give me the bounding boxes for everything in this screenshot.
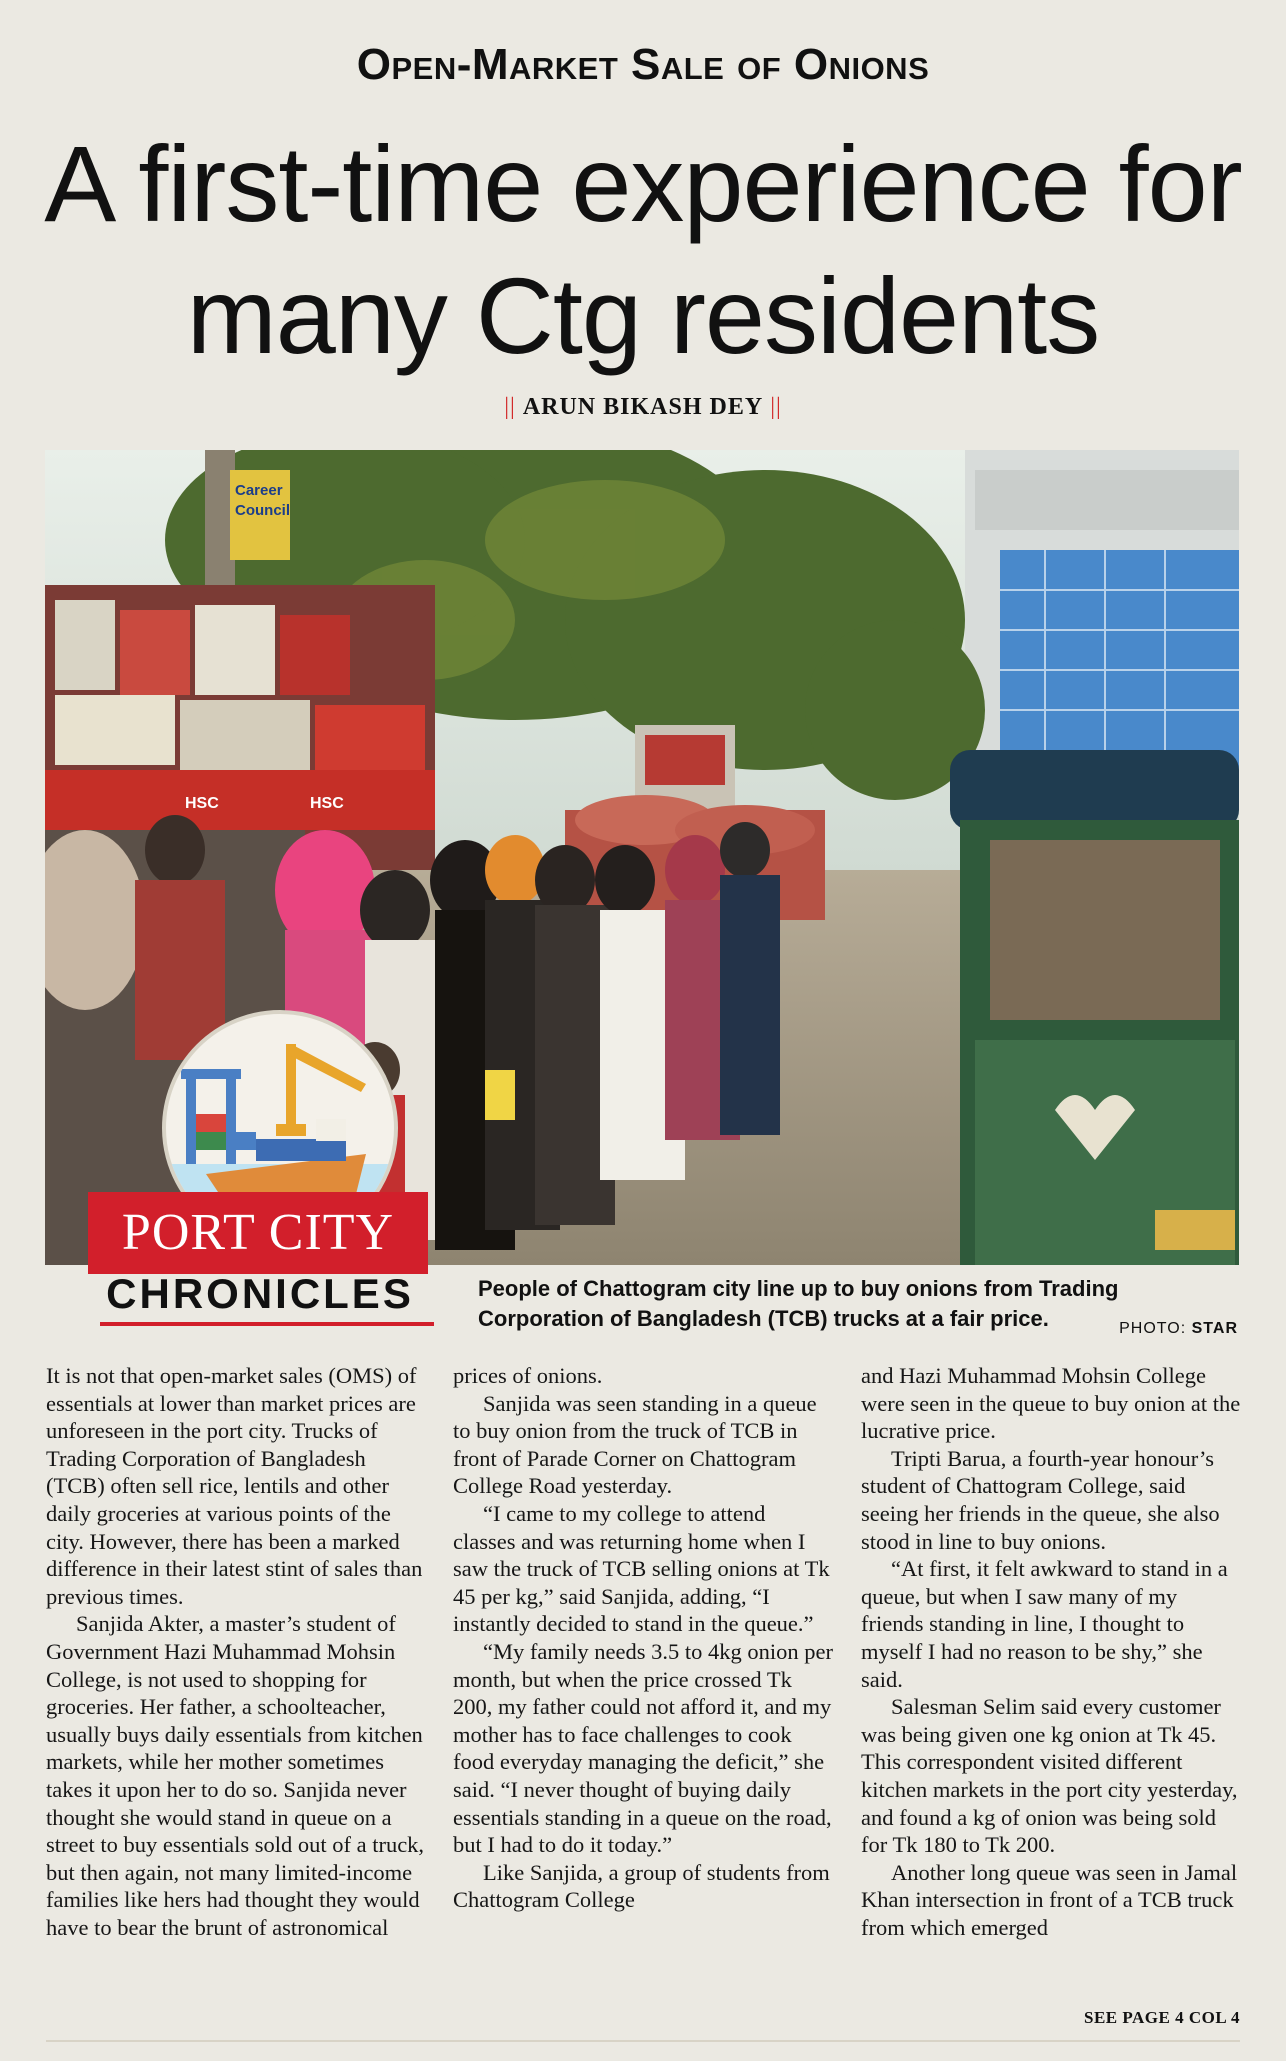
column-1-paragraph-1: It is not that open-market sales (OMS) of essentials at lower than market prices are unforeseen in the port city. Trucks of Trading Corporation of Bangladesh (TCB) often sell rice, lentils and other daily groceries at various points of the city. However, there has been a marked difference in their latest stint of sales than previous times. xyxy=(46,1363,423,1609)
column-2-paragraph-2: Sanjida was seen standing in a queue to buy onion from the truck of TCB in front of Parade Corner on Chattogram College Road yesterday. xyxy=(453,1390,817,1499)
building-glass xyxy=(1000,550,1239,780)
bottom-rule xyxy=(46,2040,1240,2042)
article-column-1 xyxy=(46,1362,426,1941)
hsc-poster-text-2: HSC xyxy=(310,795,344,812)
article-column-3 xyxy=(861,1362,1241,1941)
column-3-paragraph-4: Salesman Selim said every customer was being given one kg onion at Tk 45. This correspondent visited different kitchen markets in the port city yesterday, and found a kg of onion was being sold for Tk 180 to Tk 200. xyxy=(861,1694,1238,1858)
byline-divider-left: || xyxy=(504,394,523,420)
hsc-poster-text: HSC xyxy=(185,795,219,812)
column-3-paragraph-1: and Hazi Muhammad Mohsin College were seen in the queue to buy onion at the lucrative price. xyxy=(861,1363,1241,1444)
column-3-paragraph-2: Tripti Barua, a fourth-year honour’s student of Chattogram College, said seeing her friends in the queue, she also stood in line to buy onions. xyxy=(861,1445,1220,1554)
article-column-2 xyxy=(453,1362,833,1914)
headline xyxy=(40,118,1246,382)
column-2-paragraph-5: Like Sanjida, a group of students from Chattogram College xyxy=(453,1859,830,1913)
caption-text: People of Chattogram city line up to buy onions from Trading Corporation of Bangladesh (TCB) trucks at a fair price. xyxy=(478,1276,1119,1331)
column-2-paragraph-4: “My family needs 3.5 to 4kg onion per month, but when the price crossed Tk 200, my father could not afford it, and my mother has to face challenges to cook food everyday managing the deficit,” she said. “I never thought of buying daily essentials standing in a queue on the road, but I had to do it today.” xyxy=(453,1638,833,1858)
byline-divider-right: || xyxy=(763,394,782,420)
column-2-paragraph-1: prices of onions. xyxy=(453,1363,603,1388)
photo-credit xyxy=(1119,1314,1238,1344)
council-sign-text: Council xyxy=(235,502,290,519)
yellow-bag xyxy=(485,1070,515,1120)
series-badge-bottom: CHRONICLES xyxy=(106,1270,414,1317)
column-3-paragraph-5: Another long queue was seen in Jamal Khan intersection in front of a TCB truck from which emerged xyxy=(861,1859,1238,1940)
career-sign-text: Career xyxy=(235,482,283,499)
photo-credit-label: PHOTO: xyxy=(1119,1320,1187,1337)
column-2-paragraph-3: “I came to my college to attend classes and was returning home when I saw the truck of TCB selling onions at Tk 45 per kg,” said Sanjida, adding, “I instantly decided to stand in the queue.” xyxy=(453,1500,830,1637)
byline xyxy=(0,394,1286,421)
continuation-note: SEE PAGE 4 COL 4 xyxy=(1084,2008,1240,2027)
section-kicker: Open-Market Sale of Onions xyxy=(356,40,930,89)
series-badge-top: PORT CITY xyxy=(88,1192,428,1274)
headline-line-1: A first-time experience for xyxy=(44,123,1242,244)
auto-rickshaw xyxy=(950,750,1239,1265)
column-3-paragraph-3: “At first, it felt awkward to stand in a queue, but when I saw many of my friends standing in line, I thought to myself I had no reason to be shy,” she said. xyxy=(861,1556,1228,1692)
column-1-paragraph-2: Sanjida Akter, a master’s student of Government Hazi Muhammad Mohsin College, is not used to shopping for groceries. Her father, a schoolteacher, usually buys daily essentials from kitchen markets, while her mother sometimes takes it upon her to do so. Sanjida never thought she would stand in queue on a street to buy essentials sold out of a truck, but then again, not many limited-income families like hers had thought they would have to bear the brunt of astronomical xyxy=(46,1611,425,1940)
photo-caption xyxy=(478,1274,1238,1344)
headline-line-2: many Ctg residents xyxy=(186,255,1100,376)
badge-underline xyxy=(100,1322,434,1326)
photo-credit-name: STAR xyxy=(1191,1320,1238,1337)
byline-name: ARUN BIKASH DEY xyxy=(522,394,764,420)
